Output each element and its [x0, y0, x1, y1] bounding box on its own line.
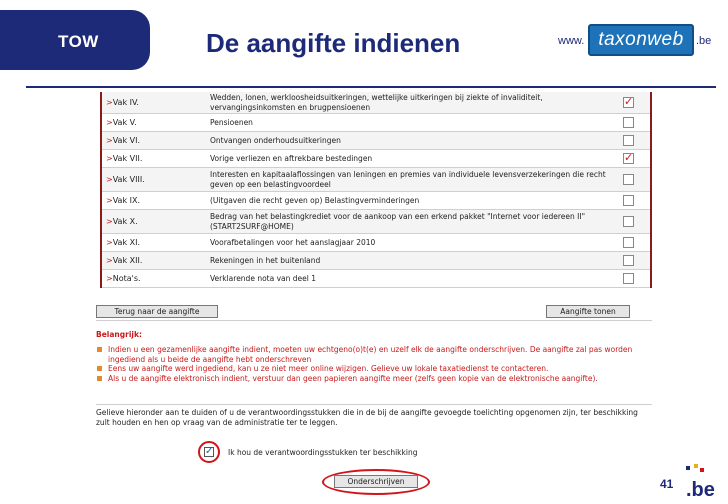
- arrow-icon: >: [106, 196, 113, 205]
- vak-description: (Uitgaven die recht geven op) Belastingverminderingen: [210, 195, 420, 205]
- vak-checkbox[interactable]: ✓: [624, 151, 634, 164]
- vak-link[interactable]: [102, 154, 206, 163]
- documents-confirmation: [198, 444, 440, 462]
- vak-name: Vak VIII.: [112, 175, 145, 184]
- bullet-icon: [97, 376, 102, 381]
- notice-text: Als u de aangifte elektronisch indient, verstuur dan geen papieren aangifte meer (zelfs geen kopie van de elektronische aangifte).: [108, 373, 598, 383]
- notice-text: Eens uw aangifte werd ingediend, kan u ze niet meer online wijzigen. Gelieve uw lokale taxatiedienst te contacteren.: [108, 364, 549, 373]
- tow-tab: TOW: [0, 10, 150, 70]
- vak-checkbox[interactable]: [623, 195, 634, 206]
- be-logo-text: .be: [686, 479, 715, 501]
- vak-row: [102, 132, 650, 150]
- notice-item: [96, 364, 652, 374]
- arrow-icon: >: [106, 274, 113, 283]
- vak-name: Vak VI.: [112, 136, 141, 145]
- vak-name: Vak XI.: [112, 238, 141, 247]
- title-divider: [26, 86, 716, 88]
- vak-checkbox[interactable]: [623, 216, 634, 227]
- vak-name: Vak X.: [112, 217, 138, 226]
- arrow-icon: >: [106, 256, 113, 265]
- vak-row: [102, 114, 650, 132]
- notice-list: [96, 345, 652, 383]
- vak-description: Vorige verliezen en aftrekbare bestedingen: [210, 153, 373, 163]
- vak-row: [102, 168, 650, 192]
- vak-link[interactable]: [102, 256, 206, 265]
- vak-name: Nota's.: [112, 274, 141, 283]
- vak-row: [102, 92, 650, 114]
- documents-checkbox[interactable]: ✓: [205, 446, 214, 457]
- vak-checkbox[interactable]: [623, 237, 634, 248]
- vak-name: Vak V.: [112, 118, 137, 127]
- show-return-button[interactable]: Aangifte tonen: [546, 305, 630, 318]
- vak-name: Vak IX.: [112, 196, 141, 205]
- vak-description: Wedden, lonen, werkloosheidsuitkeringen, wettelijke uitkeringen bij ziekte of invaliditeit, vervangingsinkomsten en brugpensioenen: [210, 92, 543, 112]
- vak-row: [102, 210, 650, 234]
- vak-description: Interesten en kapitaalaflossingen van leningen en premies van individuele levensverzekeringen die recht geven op een belastingvoordeel: [210, 169, 606, 189]
- vak-name: Vak XII.: [112, 256, 143, 265]
- vak-link[interactable]: [102, 274, 206, 283]
- arrow-icon: >: [106, 175, 113, 184]
- taxonweb-logo: [558, 20, 710, 60]
- notice-text: Indien u een gezamenlijke aangifte indient, moeten uw echtgeno(o)t(e) en uzelf elk de aangifte onderschrijven. De aangifte zal pas worden ingediend als u beide de aangifte hebt onderschreven: [108, 345, 633, 364]
- vak-row: [102, 252, 650, 270]
- arrow-icon: >: [106, 98, 113, 107]
- slide-title: De aangifte indienen: [206, 28, 461, 58]
- submission-panel: [92, 92, 652, 442]
- vak-checkbox[interactable]: [623, 255, 634, 266]
- vak-link[interactable]: [102, 136, 206, 145]
- bullet-icon: [97, 366, 102, 371]
- vak-description: Verklarende nota van deel 1: [210, 273, 316, 283]
- vak-checkbox[interactable]: [623, 135, 634, 146]
- notice-item: [96, 345, 652, 364]
- vak-link[interactable]: [102, 238, 206, 247]
- arrow-icon: >: [106, 238, 113, 247]
- vak-link[interactable]: [102, 175, 206, 184]
- vak-link[interactable]: [102, 217, 206, 226]
- vak-link[interactable]: [102, 98, 206, 107]
- notice-heading: Belangrijk:: [96, 330, 142, 339]
- page-number: 41: [660, 477, 674, 491]
- logo-suffix: .be: [696, 35, 712, 47]
- documents-checkbox-label: Ik hou de verantwoordingsstukken ter beschikking: [228, 448, 418, 457]
- be-logo: [684, 462, 724, 502]
- vak-description: Pensioenen: [210, 117, 253, 127]
- vak-link[interactable]: [102, 196, 206, 205]
- logo-prefix: www.: [558, 35, 585, 47]
- vak-checkbox[interactable]: [623, 117, 634, 128]
- vak-checkbox[interactable]: [623, 174, 634, 185]
- vak-row: [102, 150, 650, 168]
- arrow-icon: >: [106, 217, 113, 226]
- arrow-icon: >: [106, 136, 113, 145]
- vak-description: Voorafbetalingen voor het aanslagjaar 2010: [210, 237, 376, 247]
- button-row: [96, 303, 652, 321]
- sign-button[interactable]: Onderschrijven: [334, 475, 418, 488]
- logo-brand: taxonweb: [588, 24, 694, 56]
- vak-checkbox[interactable]: [623, 273, 634, 284]
- vak-name: Vak VII.: [112, 154, 143, 163]
- arrow-icon: >: [106, 118, 113, 127]
- important-notice: [96, 330, 652, 383]
- notice-divider: [96, 404, 652, 405]
- vak-row: [102, 270, 650, 288]
- vak-checkbox[interactable]: ✓: [624, 95, 634, 108]
- vak-row: [102, 192, 650, 210]
- arrow-icon: >: [106, 154, 113, 163]
- bullet-icon: [97, 347, 102, 352]
- vak-description: Ontvangen onderhoudsuitkeringen: [210, 135, 341, 145]
- vak-row: [102, 234, 650, 252]
- vak-description: Bedrag van het belastingkrediet voor de aankoop van een erkend pakket "Internet voor iedereen II" (START2SURF@HOME): [210, 211, 586, 231]
- vak-link[interactable]: [102, 118, 206, 127]
- back-to-return-button[interactable]: Terug naar de aangifte: [96, 305, 218, 318]
- notice-item: [96, 374, 652, 384]
- vak-name: Vak IV.: [112, 98, 139, 107]
- supporting-documents-note: Gelieve hieronder aan te duiden of u de verantwoordingsstukken die in de bij de aangifte gevoegde toelichting opgenomen zijn, ter beschikking zult houden en hen op vraag van de administratie ter te leggen.: [96, 408, 638, 427]
- vak-table: [100, 92, 652, 288]
- vak-description: Rekeningen in het buitenland: [210, 255, 321, 265]
